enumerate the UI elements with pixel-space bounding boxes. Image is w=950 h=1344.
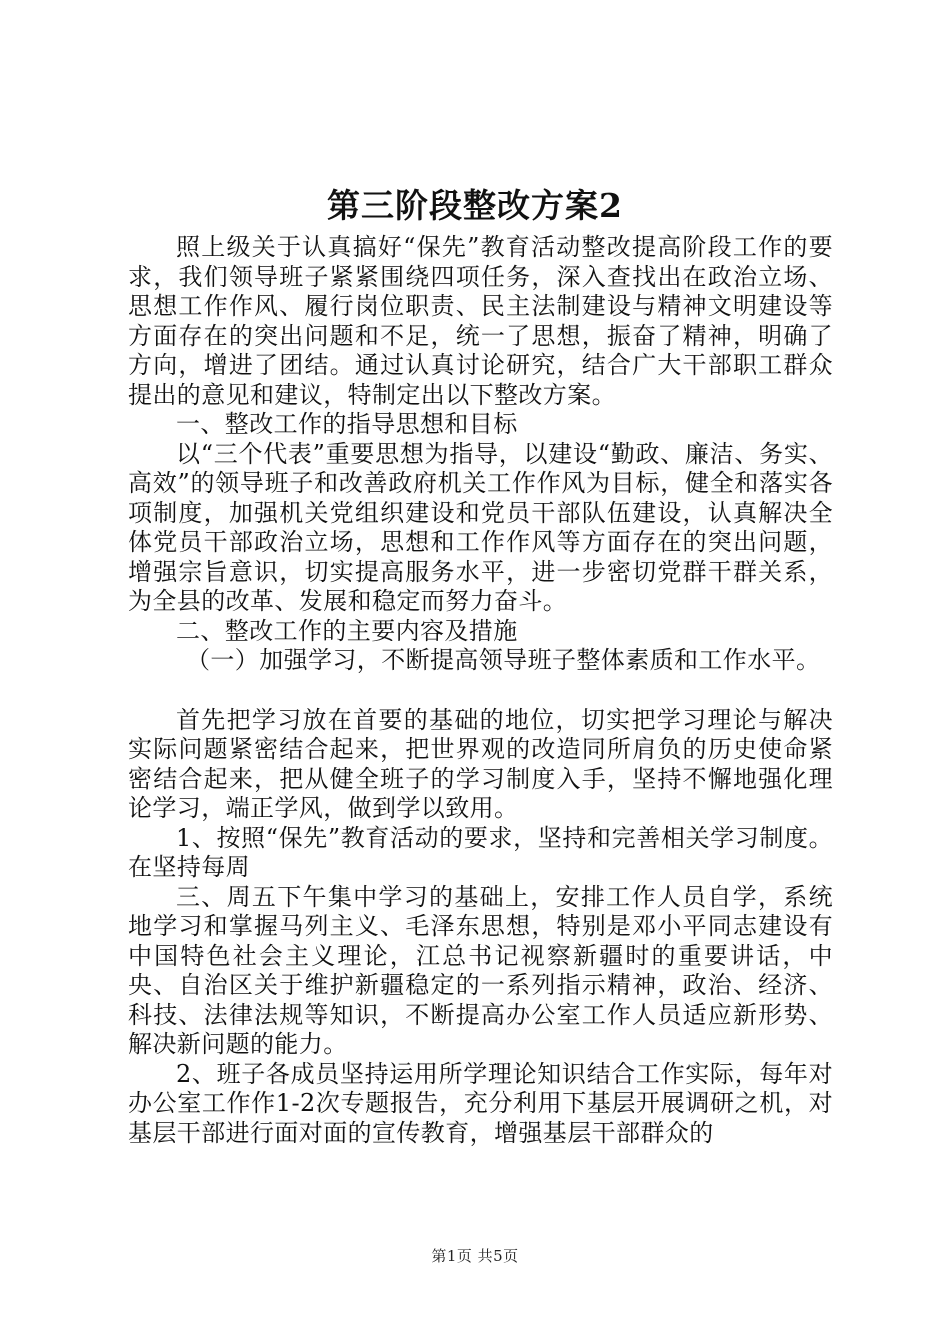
blank-line <box>128 676 833 706</box>
document-body <box>128 233 833 1148</box>
item-1-continued-paragraph: 三、周五下午集中学习的基础上，安排工作人员自学，系统地学习和掌握马列主义、毛泽东思想，特别是邓小平同志建设有中国特色社会主义理论，江总书记视察新疆时的重要讲话，中央、自治区关于维护新疆稳定的一系列指示精神，政治、经济、科技、法律法规等知识，不断提高办公室工作人员适应新形势、解决新问题的能力。 <box>128 882 833 1058</box>
item-1-paragraph: 1、按照“保先”教育活动的要求，坚持和完善相关学习制度。在坚持每周 <box>128 823 833 881</box>
section-1-paragraph: 以“三个代表”重要思想为指导，以建设“勤政、廉洁、务实、高效”的领导班子和改善政府机关工作作风为目标，健全和落实各项制度，加强机关党组织建设和党员干部队伍建设，认真解决全体党员干部政治立场，思想和工作作风等方面存在的突出问题，增强宗旨意识，切实提高服务水平，进一步密切党群干群关系，为全县的改革、发展和稳定而努力奋斗。 <box>128 439 833 615</box>
document-title: 第三阶段整改方案2 <box>327 186 623 225</box>
section-heading-1: 一、整改工作的指导思想和目标 <box>176 410 518 438</box>
intro-paragraph: 照上级关于认真搞好“保先”教育活动整改提高阶段工作的要求，我们领导班子紧紧围绕四项任务，深入查找出在政治立场、思想工作作风、履行岗位职责、民主法制建设与精神文明建设等方面存在的突出问题和不足，统一了思想，振奋了精神，明确了方向，增进了团结。通过认真讨论研究，结合广大干部职工群众提出的意见和建议，特制定出以下整改方案。 <box>128 233 833 409</box>
subsection-heading-1: （一）加强学习，不断提高领导班子整体素质和工作水平。 <box>186 646 821 674</box>
study-paragraph: 首先把学习放在首要的基础的地位，切实把学习理论与解决实际问题紧密结合起来，把世界观的改造同所肩负的历史使命紧密结合起来，把从健全班子的学习制度入手，坚持不懈地强化理论学习，端正学风，做到学以致用。 <box>128 705 833 822</box>
page-number-footer: 第1页 共5页 <box>431 1247 519 1265</box>
section-heading-2: 二、整改工作的主要内容及措施 <box>176 616 518 645</box>
item-2-paragraph: 2、班子各成员坚持运用所学理论知识结合工作实际，每年对办公室工作作1-2次专题报告，充分利用下基层开展调研之机，对基层干部进行面对面的宣传教育，增强基层干部群众的 <box>128 1059 833 1147</box>
